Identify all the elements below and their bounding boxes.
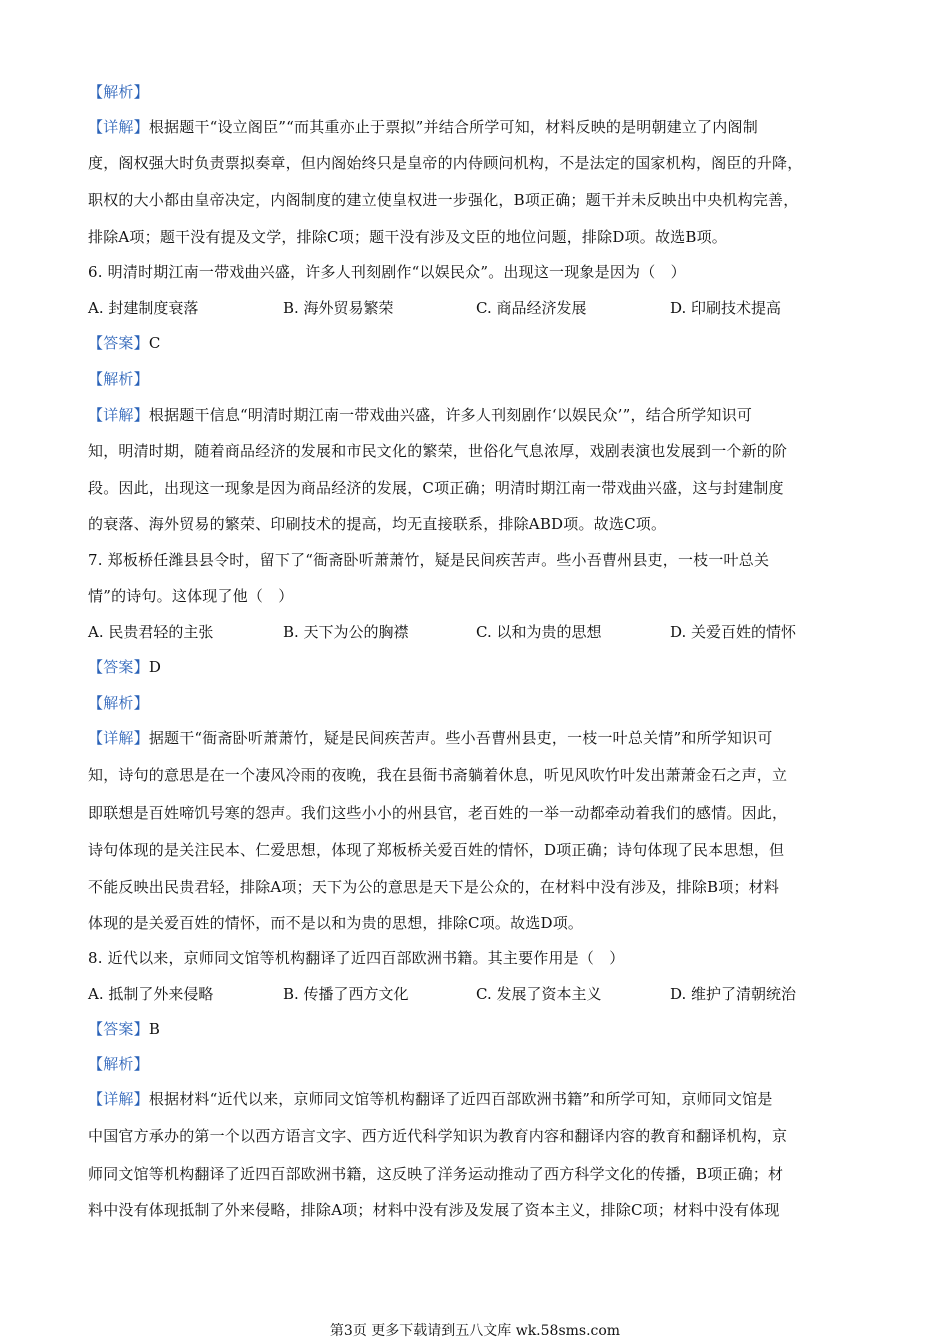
- q6-analysis-heading: 【解析】: [88, 370, 149, 388]
- q8-analysis-heading: 【解析】: [88, 1055, 149, 1073]
- q7-detail-line: 体现的是关爱百姓的情怀，而不是以和为贵的思想，排除C项。故选D项。: [88, 914, 584, 932]
- q7-option-c: C. 以和为贵的思想: [476, 623, 602, 641]
- q8-option-c: C. 发展了资本主义: [476, 985, 602, 1003]
- q8-detail-line: 中国官方承办的第一个以西方语言文字、西方近代科学知识为教育内容和翻译内容的教育和翻译机构，京: [88, 1127, 788, 1145]
- q7-option-d: D. 关爱百姓的情怀: [670, 623, 797, 641]
- q6-option-c: C. 商品经济发展: [476, 299, 587, 317]
- q6-detail-line: 知，明清时期，随着商品经济的发展和市民文化的繁荣，世俗化气息浓厚，戏剧表演也发展到一个新的阶: [88, 442, 788, 460]
- q7-analysis-heading: 【解析】: [88, 694, 149, 712]
- q6-option-b: B. 海外贸易繁荣: [283, 299, 394, 317]
- q7-detail-line: 不能反映出民贵君轻，排除A项；天下为公的意思是天下是公众的，在材料中没有涉及，排除B项；材料: [88, 878, 780, 896]
- page-footer: 第3页 更多下载请到五八文库 wk.58sms.com: [329, 1323, 621, 1339]
- q7-detail-line: 【详解】据题干“衙斋卧听萧萧竹，疑是民间疾苦声。些小吾曹州县吏，一枝一叶总关情”和所学知识可: [88, 729, 773, 747]
- q8-option-d: D. 维护了清朝统治: [670, 985, 797, 1003]
- q8-answer: 【答案】B: [88, 1020, 161, 1038]
- question-7-stem: 情”的诗句。这体现了他（ ）: [88, 587, 294, 605]
- question-8-stem: 8. 近代以来，京师同文馆等机构翻译了近四百部欧洲书籍。其主要作用是（ ）: [88, 949, 625, 967]
- q6-detail-line: 段。因此，出现这一现象是因为商品经济的发展，C项正确；明清时期江南一带戏曲兴盛，这与封建制度: [88, 479, 784, 497]
- q8-option-b: B. 传播了西方文化: [283, 985, 409, 1003]
- q8-detail-line: 【详解】根据材料“近代以来，京师同文馆等机构翻译了近四百部欧洲书籍”和所学可知，京师同文馆是: [88, 1090, 773, 1108]
- q6-detail-line: 的衰落、海外贸易的繁荣、印刷技术的提高，均无直接联系，排除ABD项。故选C项。: [88, 515, 667, 533]
- q7-option-a: A. 民贵君轻的主张: [88, 623, 214, 641]
- detail-line: 【详解】根据题干“设立阁臣”“而其重亦止于票拟”并结合所学可知，材料反映的是明朝建立了内阁制: [88, 118, 758, 136]
- q6-option-a: A. 封建制度衰落: [88, 299, 199, 317]
- q7-detail-line: 知，诗句的意思是在一个凄风冷雨的夜晚，我在县衙书斋躺着休息，听见风吹竹叶发出萧萧金石之声，立: [88, 766, 788, 784]
- detail-line: 度，阁权强大时负责票拟奏章，但内阁始终只是皇帝的内侍顾问机构，不是法定的国家机构，阁臣的升降，: [88, 154, 803, 172]
- q6-detail-line: 【详解】根据题干信息“明清时期江南一带戏曲兴盛，许多人刊刻剧作‘以娱民众’”，结合所学知识可: [88, 406, 753, 424]
- question-6-stem: 6. 明清时期江南一带戏曲兴盛，许多人刊刻剧作“以娱民众”。出现这一现象是因为（ ）: [88, 263, 686, 281]
- detail-line: 职权的大小都由皇帝决定，内阁制度的建立使皇权进一步强化，B项正确；题干并未反映出中央机构完善，: [88, 191, 799, 209]
- q7-detail-line: 诗句体现的是关注民本、仁爱思想，体现了郑板桥关爱百姓的情怀，D项正确；诗句体现了民本思想，但: [88, 841, 785, 859]
- q8-option-a: A. 抵制了外来侵略: [88, 985, 214, 1003]
- q8-detail-line: 师同文馆等机构翻译了近四百部欧洲书籍，这反映了洋务运动推动了西方科学文化的传播，B项正确；材: [88, 1165, 784, 1183]
- detail-line: 排除A项；题干没有提及文学，排除C项；题干没有涉及文臣的地位问题，排除D项。故选B项。: [88, 228, 727, 246]
- q7-option-b: B. 天下为公的胸襟: [283, 623, 409, 641]
- q6-answer: 【答案】C: [88, 334, 161, 352]
- analysis-heading: 【解析】: [88, 83, 149, 101]
- q6-option-d: D. 印刷技术提高: [670, 299, 782, 317]
- q8-detail-line: 料中没有体现抵制了外来侵略，排除A项；材料中没有涉及发展了资本主义，排除C项；材料中没有体现: [88, 1201, 780, 1219]
- q7-detail-line: 即联想是百姓啼饥号寒的怨声。我们这些小小的州县官，老百姓的一举一动都牵动着我们的感情。因此，: [88, 804, 788, 822]
- question-7-stem: 7. 郑板桥任潍县县令时，留下了“衙斋卧听萧萧竹，疑是民间疾苦声。些小吾曹州县吏，一枝一叶总关: [88, 551, 770, 569]
- q7-answer: 【答案】D: [88, 658, 162, 676]
